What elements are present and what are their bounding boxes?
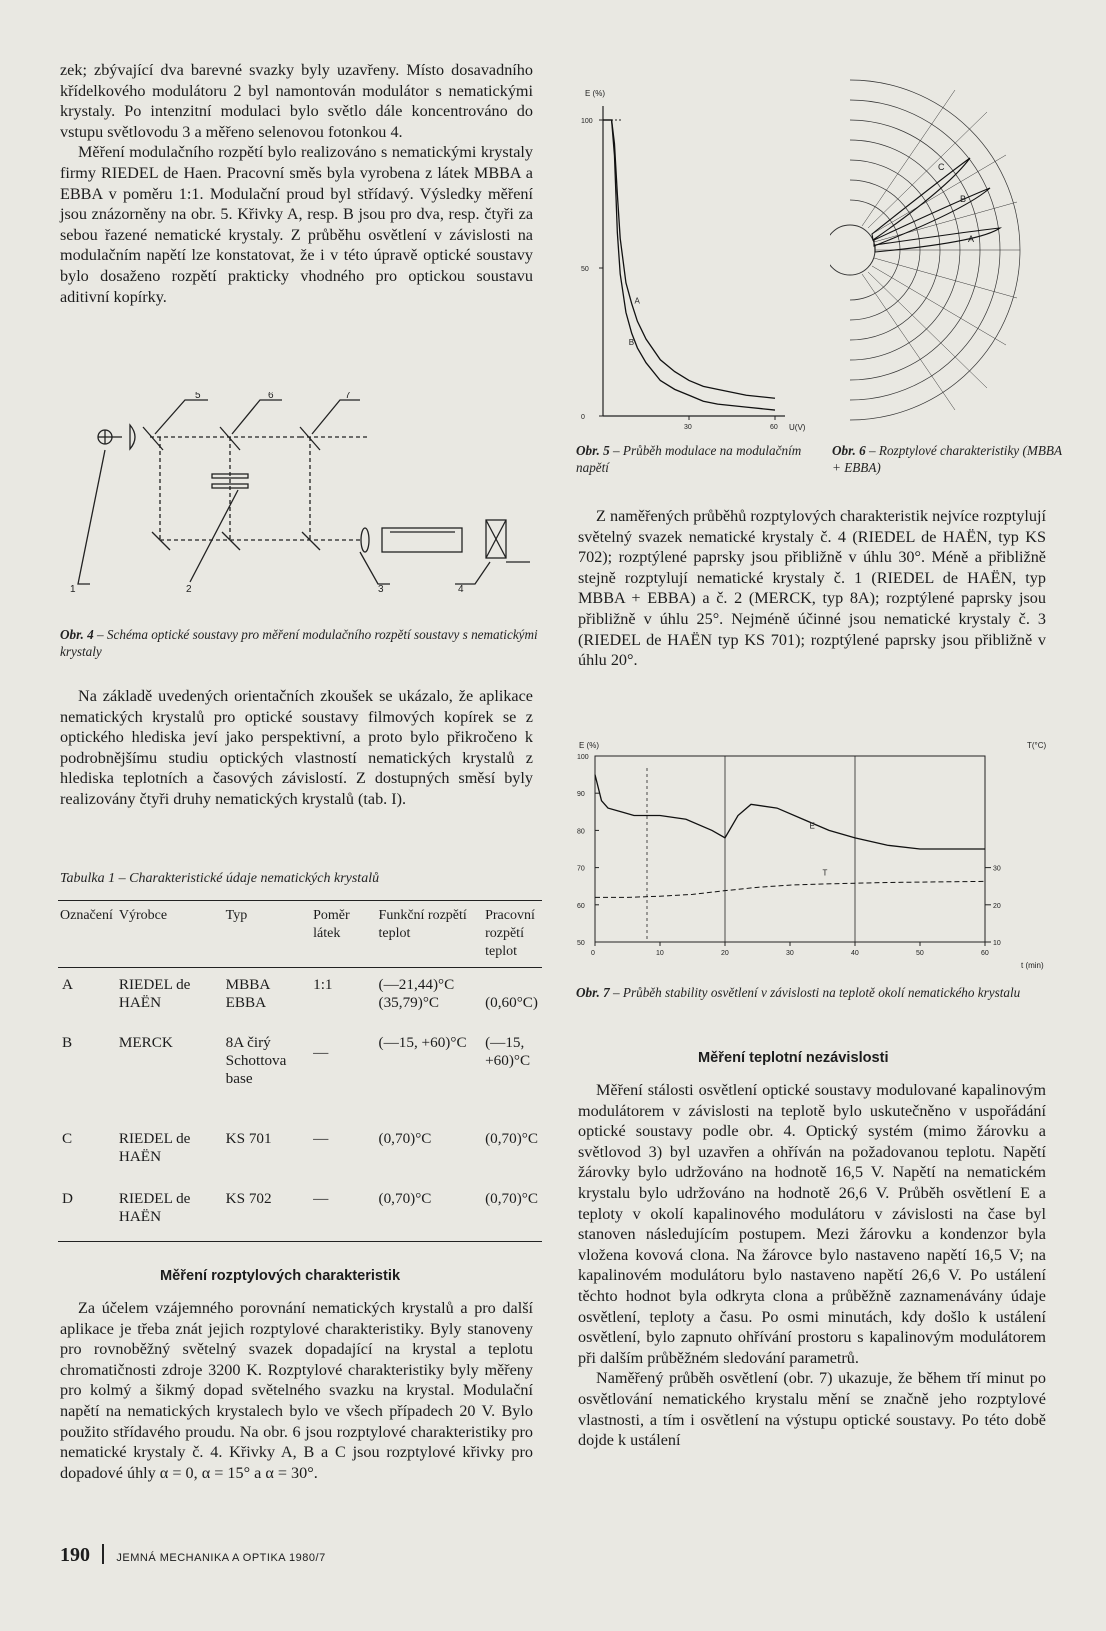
fig6-label-a: A: [968, 234, 975, 244]
table-cell-ratio: —: [313, 1129, 329, 1147]
fig7-curve-label-e: E: [809, 821, 815, 831]
fig5-ytick-label: 50: [581, 266, 589, 273]
fig7-y2tick-label: 10: [993, 940, 1001, 947]
fig4-diagram: [60, 392, 540, 617]
fig5-series-a: [603, 120, 775, 398]
lens-icon: [361, 528, 369, 552]
table-cell-func: (—15, +60)°C: [378, 1033, 467, 1051]
fig4-label-1: 1: [70, 584, 76, 595]
fig6-label-c: C: [938, 162, 945, 172]
table-cell-id: D: [62, 1189, 73, 1207]
left-paragraph-4: Za účelem vzájemného porovnání nematických krystalů a pro další aplikace je třeba znát jejich rozptylové charakteristiky. Byly stanoveny pro rovnoběžný světelný svazek dopadající na krystal a teplotu chromatičnosti zdroje 3200 K. Rozptylové charakteristiky byly měřeny pro kolmý a šikmý dopad světelného svazku na krystal. Modulační napětí na nematických krystalech bylo ve všech případech 20 V. Bylo použito střídavého proudu. Na obr. 6 jsou rozptylové charakteristiky pro nematické krystaly č. 4. Křivky A, B a C jsou rozptylové křivky pro dopadové úhly α = 0, α = 15° a α = 30°.: [60, 1299, 533, 1482]
table-header-work: Pracovní rozpětí teplot: [485, 908, 535, 959]
table-row: [58, 1026, 542, 1122]
fig7-xtick-label: 10: [656, 950, 664, 957]
fig5-ylabel: E (%): [585, 89, 605, 98]
table-cell-id: C: [62, 1129, 73, 1147]
journal-name: JEMNÁ MECHANIKA A OPTIKA 1980/7: [116, 1552, 326, 1564]
fig4-label-3: 3: [378, 584, 384, 595]
fig4-label-7: 7: [345, 392, 351, 401]
left-column-bottom: [60, 1298, 533, 1483]
table-row: [58, 968, 542, 1026]
table-cell-work: (0,60°C): [485, 994, 538, 1011]
fig5-caption: [576, 442, 816, 476]
table-wrapper: [58, 900, 542, 1242]
fig7-ylabel: E (%): [579, 741, 599, 750]
left-column-top: [60, 60, 533, 307]
fig5-caption-text: – Průběh modulace na modulačním napětí: [576, 443, 802, 475]
table-cell-type: KS 702: [225, 1189, 272, 1207]
fig7-series-e: [595, 775, 985, 849]
table-row: [58, 1182, 542, 1242]
fig7-y2tick-label: 30: [993, 865, 1001, 873]
fig6-caption: [832, 442, 1072, 476]
table-cell-work: (0,70)°C: [485, 1129, 538, 1147]
table-cell-ratio: 1:1: [313, 976, 333, 993]
table-cell-maker: MERCK: [118, 1033, 173, 1051]
fig4-label-2: 2: [186, 584, 192, 595]
table-cell-type: MBBA EBBA: [225, 976, 270, 1011]
fig7-xlabel: t (min): [1021, 961, 1044, 970]
left-column-mid: [60, 686, 533, 810]
fig7-ytick-label: 90: [577, 791, 585, 799]
table-cell-maker: RIEDEL de HAËN: [118, 1129, 191, 1165]
fig4-label-4: 4: [458, 584, 464, 595]
fig7-caption-text: – Průběh stability osvětlení v závislosti na teplotě okolí nematického krystalu: [613, 985, 1021, 1000]
fig6-label-b: B: [960, 194, 967, 204]
fig7-chart: [575, 738, 1055, 973]
table-cell-work: (0,70)°C: [485, 1189, 538, 1207]
table-cell-ratio: —: [313, 1189, 329, 1207]
table-cell-func: (0,70)°C: [378, 1189, 432, 1207]
table-cell-func: (—21,44)°C (35,79)°C: [378, 976, 455, 1011]
fig6-caption-text: – Rozptylové charakteristiky (MBBA + EBBA): [832, 443, 1062, 475]
table-cell-type: KS 701: [225, 1129, 272, 1147]
fig7-xtick-label: 40: [851, 950, 859, 957]
fig5-ytick-label: 100: [581, 118, 593, 125]
fig5-xtick-label: 60: [770, 424, 778, 431]
fig7-xtick-label: 50: [916, 950, 924, 957]
fig4-caption-num: Obr. 4: [60, 627, 94, 642]
table-caption: Tabulka 1 – Charakteristické údaje nematických krystalů: [60, 871, 380, 886]
fig7-ytick-label: 100: [577, 754, 589, 761]
fig7-caption-num: Obr. 7: [576, 985, 610, 1000]
fig4-caption-text: – Schéma optické soustavy pro měření modulačního rozpětí soustavy s nematickými krystaly: [60, 627, 538, 659]
fig6-grid-rays: [862, 90, 1020, 410]
fig7-xtick-label: 0: [591, 950, 595, 957]
fig5-series-b: [603, 120, 775, 410]
table-cell-func: (0,70)°C: [378, 1129, 432, 1147]
fig7-ytick-label: 70: [577, 865, 585, 873]
fig7-ytick-label: 50: [577, 940, 585, 947]
fig5-chart: [575, 82, 815, 437]
heading-scatter: Měření rozptylových charakteristik: [160, 1268, 401, 1284]
table-cell-id: B: [62, 1033, 73, 1051]
table-header-ratio: Poměr látek: [313, 908, 350, 941]
fig6-polar-chart: [830, 70, 1040, 430]
fig5-xtick-label: 30: [684, 424, 692, 431]
fig7-xtick-label: 20: [721, 950, 729, 957]
footer: [60, 1544, 326, 1567]
fig6-caption-num: Obr. 6: [832, 443, 866, 458]
right-paragraph-1: Z naměřených průběhů rozptylových charakteristik nejvíce rozptylují světelný svazek nematické krystaly č. 4 (RIEDEL de HAËN, typ KS 702); rozptýlené paprsky jsou přibližně v úhlu 30°. Méně a přibližně stejně rozptylují nematické krystaly č. 1 (RIEDEL de HAËN, typ MBBA + EBBA) a č. 2 (MERCK, typ 8A); rozptýlené paprsky jsou přibližně v úhlu 25°. Nejméně účinné jsou nematické krystaly č. 3 (RIEDEL de HAËN typ KS 701); rozptýlené paprsky jsou přibližně v úhlu 20°.: [578, 507, 1046, 670]
table-cell-maker: RIEDEL de HAËN: [118, 1189, 191, 1225]
table-header-id: Označení: [60, 908, 113, 923]
fig7-xtick-label: 30: [786, 950, 794, 957]
condenser-lens-icon: [130, 425, 135, 449]
fig7-xtick-label: 60: [981, 950, 989, 957]
fig4-caption: [60, 626, 538, 660]
table-row: [58, 1122, 542, 1182]
right-column-bottom: [578, 1080, 1046, 1451]
fig7-y2tick-label: 20: [993, 902, 1001, 910]
fig7-y2label: T(°C): [1027, 741, 1047, 750]
left-paragraph-2: Měření modulačního rozpětí bylo realizováno s nematickými krystaly firmy RIEDEL de Haen. Pracovní směs byla vyrobena z látek MBBA a EBBA v poměru 1:1. Modulační proud byl střídavý. Výsledky měření jsou znázorněny na obr. 5. Křivky A, resp. B jsou pro dva, resp. čtyři za sebou řazené nematické krystaly. Z průběhu osvětlení v závislosti na modulačním napětí lze konstatovat, že i v této úpravě optické soustavy bylo dosaženo rozpětí prakticky vhodného pro optickou soustavu aditivní kopírky.: [60, 143, 533, 306]
left-paragraph-1: zek; zbývající dva barevné svazky byly uzavřeny. Místo dosavadního křídelkového modulátoru 2 byl namontován modulátor s nematickými krystaly. Po intenzitní modulaci bylo světlo dále koncentrováno do vstupu světlovodu 3 a měřeno selenovou fotonkou 4.: [60, 61, 533, 141]
table-header-maker: Výrobce: [118, 908, 168, 923]
fig5-ytick-label: 0: [581, 414, 585, 421]
right-column-top: [578, 506, 1046, 671]
fig6-curve-a: [875, 228, 1000, 252]
page-number: 190: [60, 1544, 90, 1566]
heading-temp: Měření teplotní nezávislosti: [698, 1050, 889, 1066]
fig5-curve-label-b: B: [628, 337, 635, 347]
table-header-type: Typ: [225, 908, 248, 923]
fig7-ytick-label: 80: [577, 828, 585, 836]
fig7-series-t: [595, 881, 985, 897]
table-cell-type: 8A čirý Schottova base: [225, 1033, 287, 1087]
fig5-curve-label-a: A: [634, 296, 640, 306]
table-header-func: Funkční rozpětí teplot: [378, 908, 467, 941]
table-cell-maker: RIEDEL de HAËN: [118, 976, 191, 1011]
crystal-table: [58, 900, 542, 1242]
footer-divider: [102, 1544, 104, 1564]
fig6-curve-c: [872, 158, 970, 240]
right-paragraph-3: Naměřený průběh osvětlení (obr. 7) ukazuje, že během tří minut po osvětlování nematického krystalu mění se značně jeho rozptylové vlastnosti, a tím i osvětlení na výstupu optické soustavy. Po této době dojde k ustálení: [578, 1369, 1046, 1450]
table-cell-ratio: —: [313, 1043, 329, 1061]
fig7-caption: [576, 984, 1046, 1001]
fig5-caption-num: Obr. 5: [576, 443, 610, 458]
right-paragraph-2: Měření stálosti osvětlení optické soustavy modulované kapalinovým modulátorem v závislosti na teplotě bylo uskutečněno v uspořádání optické soustavy podle obr. 4. Optický systém (mimo žárovku a světlovod 3) byl uzavřen a ohříván na požadovanou teplotu. Napětí žárovky bylo udržováno na hodnotě 16,5 V. Napětí na nematickém krystalu bylo udržováno na hodnotě 26,6 V. Průběh osvětlení E a teploty v okolí kapalinového modulátoru v závislosti na čase byl stanoven následujícím postupem. Mezi žárovku a kondenzor byla vložena kovová clona. Na žárovce bylo nastaveno napětí 16,5 V; na kapalinovém modulátoru bylo nastaveno napětí 26,6 V. Po ustálení těchto hodnot byla odkryta clona a průběžně zaznamenávány údaje osvětlení, teploty a času. Po osmi minutách, kdy došlo k ustálení osvětlení, bylo zapnuto ohřívání prostoru s kapalinovým modulátorem při dalším průběžném sledování parametrů.: [578, 1081, 1046, 1367]
table-cell-id: A: [62, 976, 73, 993]
fig7-ytick-label: 60: [577, 902, 585, 910]
table-cell-work: (—15, +60)°C: [485, 1033, 531, 1069]
fig7-curve-label-t: T: [822, 868, 828, 878]
fig4-label-5: 5: [195, 392, 201, 401]
fig4-label-6: 6: [268, 392, 274, 401]
left-paragraph-3: Na základě uvedených orientačních zkoušek se ukázalo, že aplikace nematických krystalů pro optické soustavy filmových kopírek se z optického hlediska jeví jako perspektivní, a proto bylo přikročeno k podrobnějšímu studiu optických vlastností nematických krystalů z hlediska teplotních a časových závislostí. Z dostupných směsí byly realizovány čtyři druhy nematických krystalů (tab. I).: [60, 687, 533, 808]
fig5-xlabel: U(V): [789, 423, 806, 432]
